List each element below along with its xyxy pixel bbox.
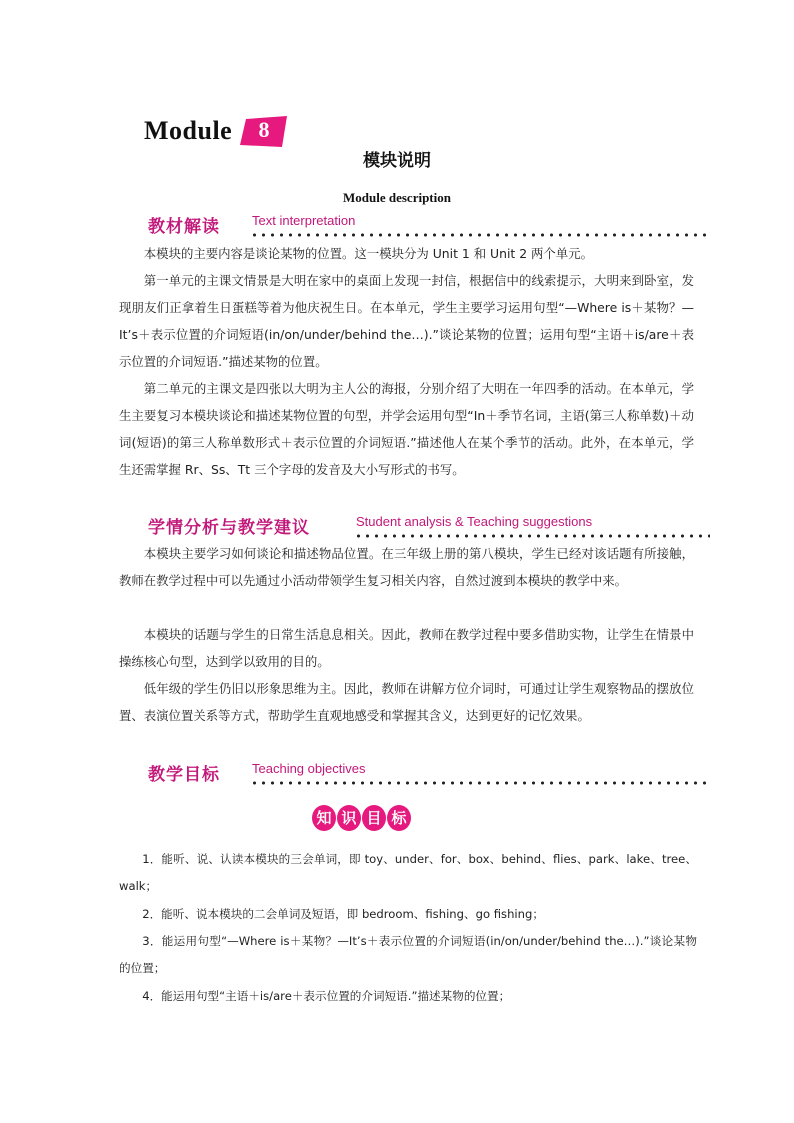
module-number: 8 bbox=[258, 117, 270, 142]
section-title-zh: 学情分析与教学建议 bbox=[148, 518, 310, 538]
objective-item: 3．能运用句型“—Where is＋某物？—It’s＋表示位置的介词短语(in/on/under/behind the…).”谈论某物的位置； bbox=[119, 934, 697, 975]
paragraph: 本模块的话题与学生的日常生活息息相关。因此，教师在教学过程中要多借助实物，让学生在情景中操练核心句型，达到学以致用的目的。 bbox=[119, 627, 694, 669]
dotted-rule bbox=[354, 533, 710, 539]
paragraph: 低年级的学生仍旧以形象思维为主。因此，教师在讲解方位介词时，可通过让学生观察物品的摆放位置、表演位置关系等方式，帮助学生直观地感受和掌握其含义，达到更好的记忆效果。 bbox=[119, 681, 694, 723]
knowledge-objectives-badge bbox=[312, 805, 422, 835]
page-title: 模块说明 bbox=[363, 151, 431, 171]
paragraph: 本模块的主要内容是谈论某物的位置。这一模块分为 Unit 1 和 Unit 2 两个单元。 bbox=[143, 246, 593, 261]
section-heading-student-analysis bbox=[148, 513, 710, 539]
objective-item: 2．能听、说本模块的二会单词及短语，即 bedroom、fishing、go fishing； bbox=[142, 907, 544, 921]
section-title-en: Student analysis & Teaching suggestions bbox=[356, 514, 593, 529]
section-title-en: Text interpretation bbox=[252, 213, 356, 228]
objective-item: 1．能听、说、认读本模块的三会单词，即 toy、under、for、box、behind、flies、park、lake、tree、walk； bbox=[119, 852, 697, 893]
paragraph: 第一单元的主课文情景是大明在家中的桌面上发现一封信，根据信中的线索提示，大明来到卧室，发现朋友们正拿着生日蛋糕等着为他庆祝生日。在本单元，学生主要学习运用句型“—Where is＋某物？—It’s＋表示位置的介词短语(in/on/under/behind the…).”谈论某物的位置；运用句型“主语＋is/are＋表示位置的介词短语.”描述某物的位置。 bbox=[119, 273, 694, 369]
section-title-zh: 教学目标 bbox=[148, 765, 220, 785]
paragraph: 第二单元的主课文是四张以大明为主人公的海报，分别介绍了大明在一年四季的活动。在本单元，学生主要复习本模块谈论和描述某物位置的句型，并学会运用句型“In＋季节名词，主语(第三人称单数)＋动词(短语)的第三人称单数形式＋表示位置的介词短语.”描述他人在某个季节的活动。此外，在本单元，学生还需掌握 Rr、Ss、Tt 三个字母的发音及大小写形式的书写。 bbox=[119, 381, 694, 477]
badge-char: 知 bbox=[312, 805, 336, 831]
objective-item: 4．能运用句型“主语＋is/are＋表示位置的介词短语.”描述某物的位置； bbox=[142, 989, 511, 1003]
module-number-badge bbox=[240, 116, 288, 148]
section-title-zh: 教材解读 bbox=[148, 217, 220, 237]
badge-char: 识 bbox=[337, 805, 361, 831]
section-heading-teaching-objectives bbox=[148, 760, 710, 786]
badge-char: 目 bbox=[362, 805, 386, 831]
dotted-rule bbox=[250, 232, 710, 238]
page-subtitle: Module description bbox=[343, 190, 451, 205]
section-title-en: Teaching objectives bbox=[252, 761, 366, 776]
dotted-rule bbox=[250, 780, 710, 786]
paragraph: 本模块主要学习如何谈论和描述物品位置。在三年级上册的第八模块，学生已经对该话题有所接触，教师在教学过程中可以先通过小活动带领学生复习相关内容，自然过渡到本模块的教学中来。 bbox=[119, 546, 694, 588]
section-heading-text-interpretation bbox=[148, 212, 710, 238]
badge-char: 标 bbox=[387, 805, 411, 831]
module-label: Module bbox=[144, 116, 233, 145]
